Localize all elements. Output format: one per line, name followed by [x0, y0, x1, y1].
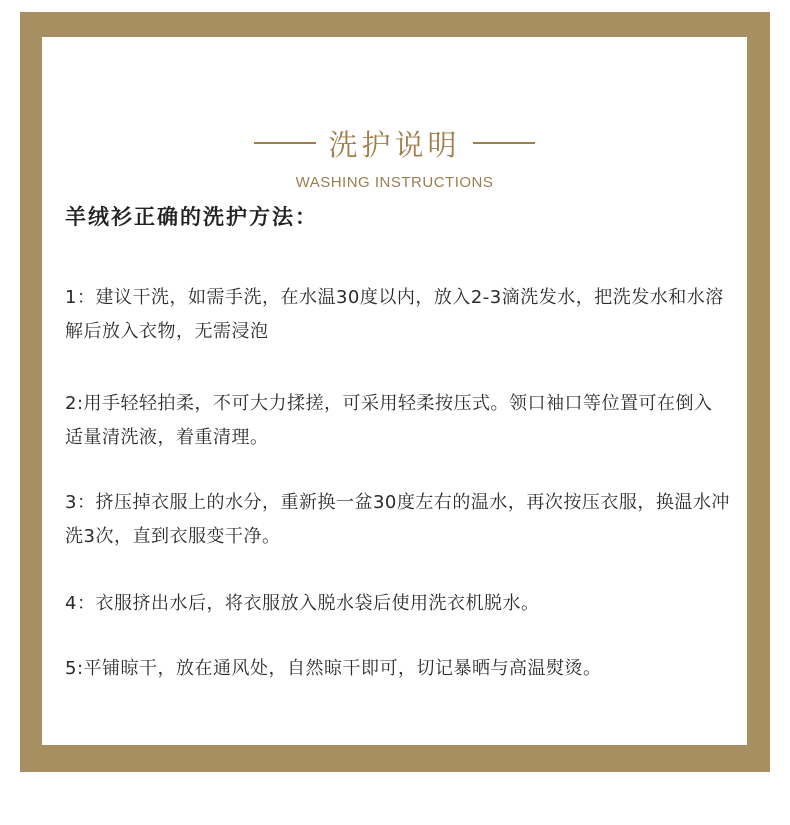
title-row: [42, 125, 747, 161]
page-subtitle: WASHING INSTRUCTIONS: [295, 174, 494, 191]
title-right-rule: [473, 142, 535, 144]
title-left-rule: [254, 142, 316, 144]
section-heading: 羊绒衫正确的洗护方法：: [65, 205, 318, 229]
instruction-item-4: 4：衣服挤出水后，将衣服放入脱水袋后使用洗衣机脱水。: [65, 593, 540, 614]
instruction-item-1: 1：建议干洗，如需手洗，在水温30度以内，放入2-3滴洗发水，把洗发水和水溶解后放入衣物，无需浸泡: [65, 287, 724, 342]
instruction-item-5: 5:平铺晾干，放在通风处，自然晾干即可，切记暴晒与高温熨烫。: [65, 658, 602, 679]
instruction-item-2: 2:用手轻轻拍柔，不可大力揉搓，可采用轻柔按压式。领口袖口等位置可在倒入适量清洗液，着重清理。: [65, 393, 713, 448]
instruction-item-3: 3：挤压掉衣服上的水分，重新换一盆30度左右的温水，再次按压衣服，换温水冲洗3次，直到衣服变干净。: [65, 492, 730, 547]
page-title: 洗护说明: [328, 127, 461, 162]
